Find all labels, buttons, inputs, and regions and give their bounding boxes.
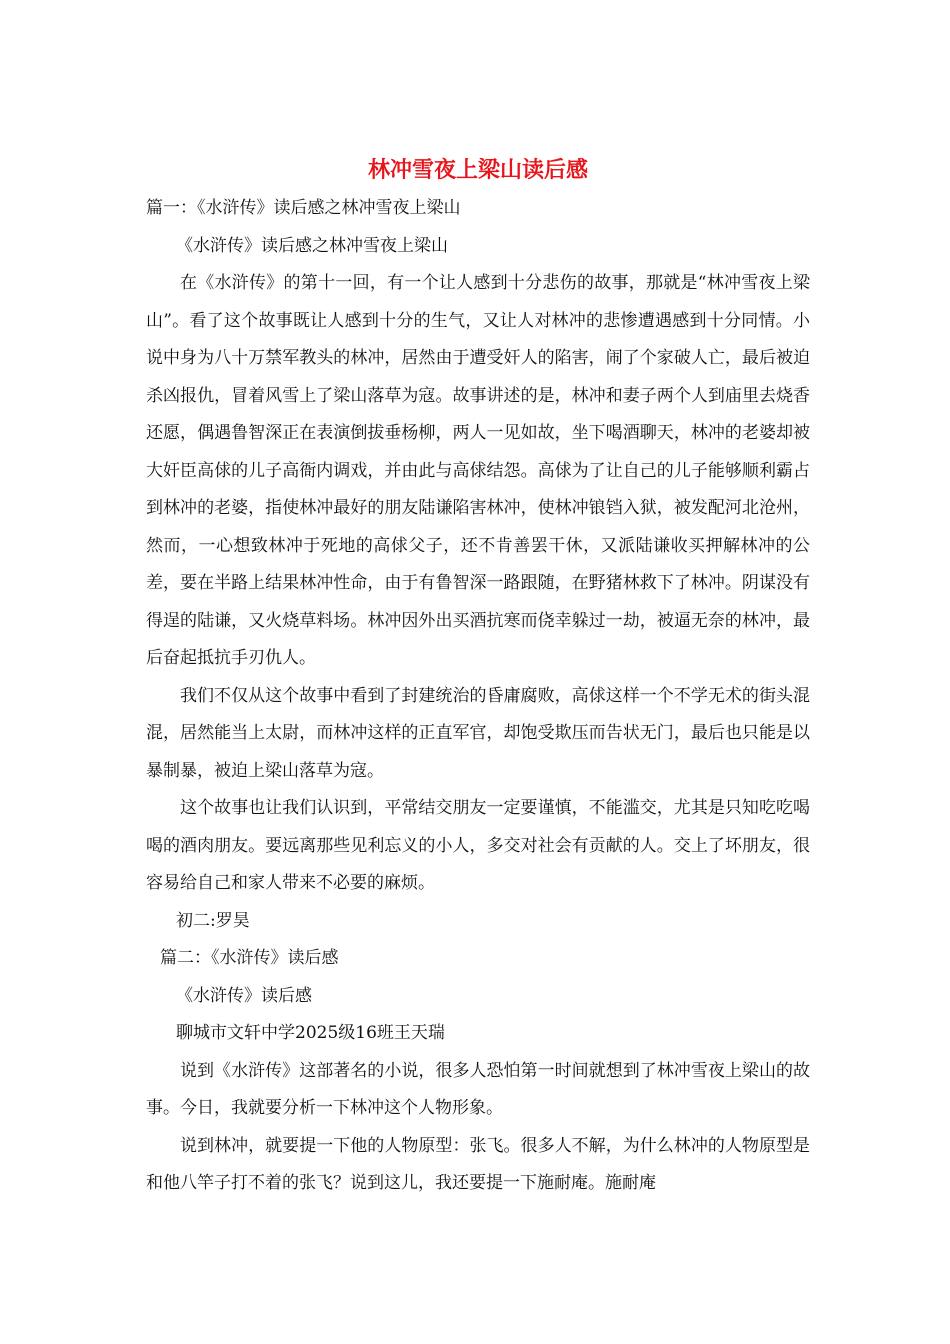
section1-paragraph-2: 我们不仅从这个故事中看到了封建统治的昏庸腐败，高俅这样一个不学无术的街头混混，居然能当上太尉，而林冲这样的正直军官，却饱受欺压而告状无门，最后也只能是以暴制暴，被迫上梁山落草为寇。 bbox=[146, 685, 810, 781]
section2-author: 聊城市文轩中学2025级16班王天瑞 bbox=[176, 1023, 445, 1043]
section1-subtitle: 《水浒传》读后感之林冲雪夜上梁山 bbox=[176, 235, 448, 256]
section2-subtitle: 《水浒传》读后感 bbox=[176, 985, 312, 1006]
section1-paragraph-3: 这个故事也让我们认识到，平常结交朋友一定要谨慎，不能滥交，尤其是只知吃吃喝喝的酒肉朋友。要远离那些见利忘义的小人，多交对社会有贡献的人。交上了坏朋友，很容易给自己和家人带来不必要的麻烦。 bbox=[146, 798, 810, 893]
document-title: 林冲雪夜上梁山读后感 bbox=[367, 157, 588, 183]
section2-heading: 篇二：《水浒传》读后感 bbox=[160, 948, 339, 968]
section1-heading: 篇一：《水浒传》读后感之林冲雪夜上梁山 bbox=[146, 198, 461, 218]
section1-author: 初二:罗昊 bbox=[176, 910, 250, 931]
section1-paragraph-1: 在《水浒传》的第十一回，有一个让人感到十分悲伤的故事，那就是“林冲雪夜上梁山”。看了这个故事既让人感到十分的生气，又让人对林冲的悲惨遭遇感到十分同情。小说中身为八十万禁军教头的林冲，居然由于遭受奸人的陷害，闹了个家破人亡，最后被迫杀凶报仇，冒着风雪上了梁山落草为寇。故事讲述的是，林冲和妻子两个人到庙里去烧香还愿，偶遇鲁智深正在表演倒拔垂杨柳，两人一见如故，坐下喝酒聊天，林冲的老婆却被大奸臣高俅的儿子高衙内调戏，并由此与高俅结怨。高俅为了让自己的儿子能够顺利霸占到林冲的老婆，指使林冲最好的朋友陆谦陷害林冲，使林冲锒铛入狱，被发配河北沧州，然而，一心想致林冲于死地的高俅父子，还不肯善罢干休，又派陆谦收买押解林冲的公差，要在半路上结果林冲性命，由于有鲁智深一路跟随，在野猪林救下了林冲。阴谋没有得逞的陆谦，又火烧草料场。林冲因外出买酒抗寒而侥幸躲过一劫，被逼无奈的林冲，最后奋起抵抗手刃仇人。 bbox=[146, 273, 810, 668]
document-body bbox=[146, 150, 810, 1203]
section2-paragraph-2: 说到林冲，就要提一下他的人物原型：张飞。很多人不解，为什么林冲的人物原型是和他八竿子打不着的张飞？说到这儿，我还要提一下施耐庵。施耐庵 bbox=[146, 1135, 810, 1193]
section2-paragraph-1: 说到《水浒传》这部著名的小说，很多人恐怕第一时间就想到了林冲雪夜上梁山的故事。今日，我就要分析一下林冲这个人物形象。 bbox=[146, 1060, 810, 1118]
